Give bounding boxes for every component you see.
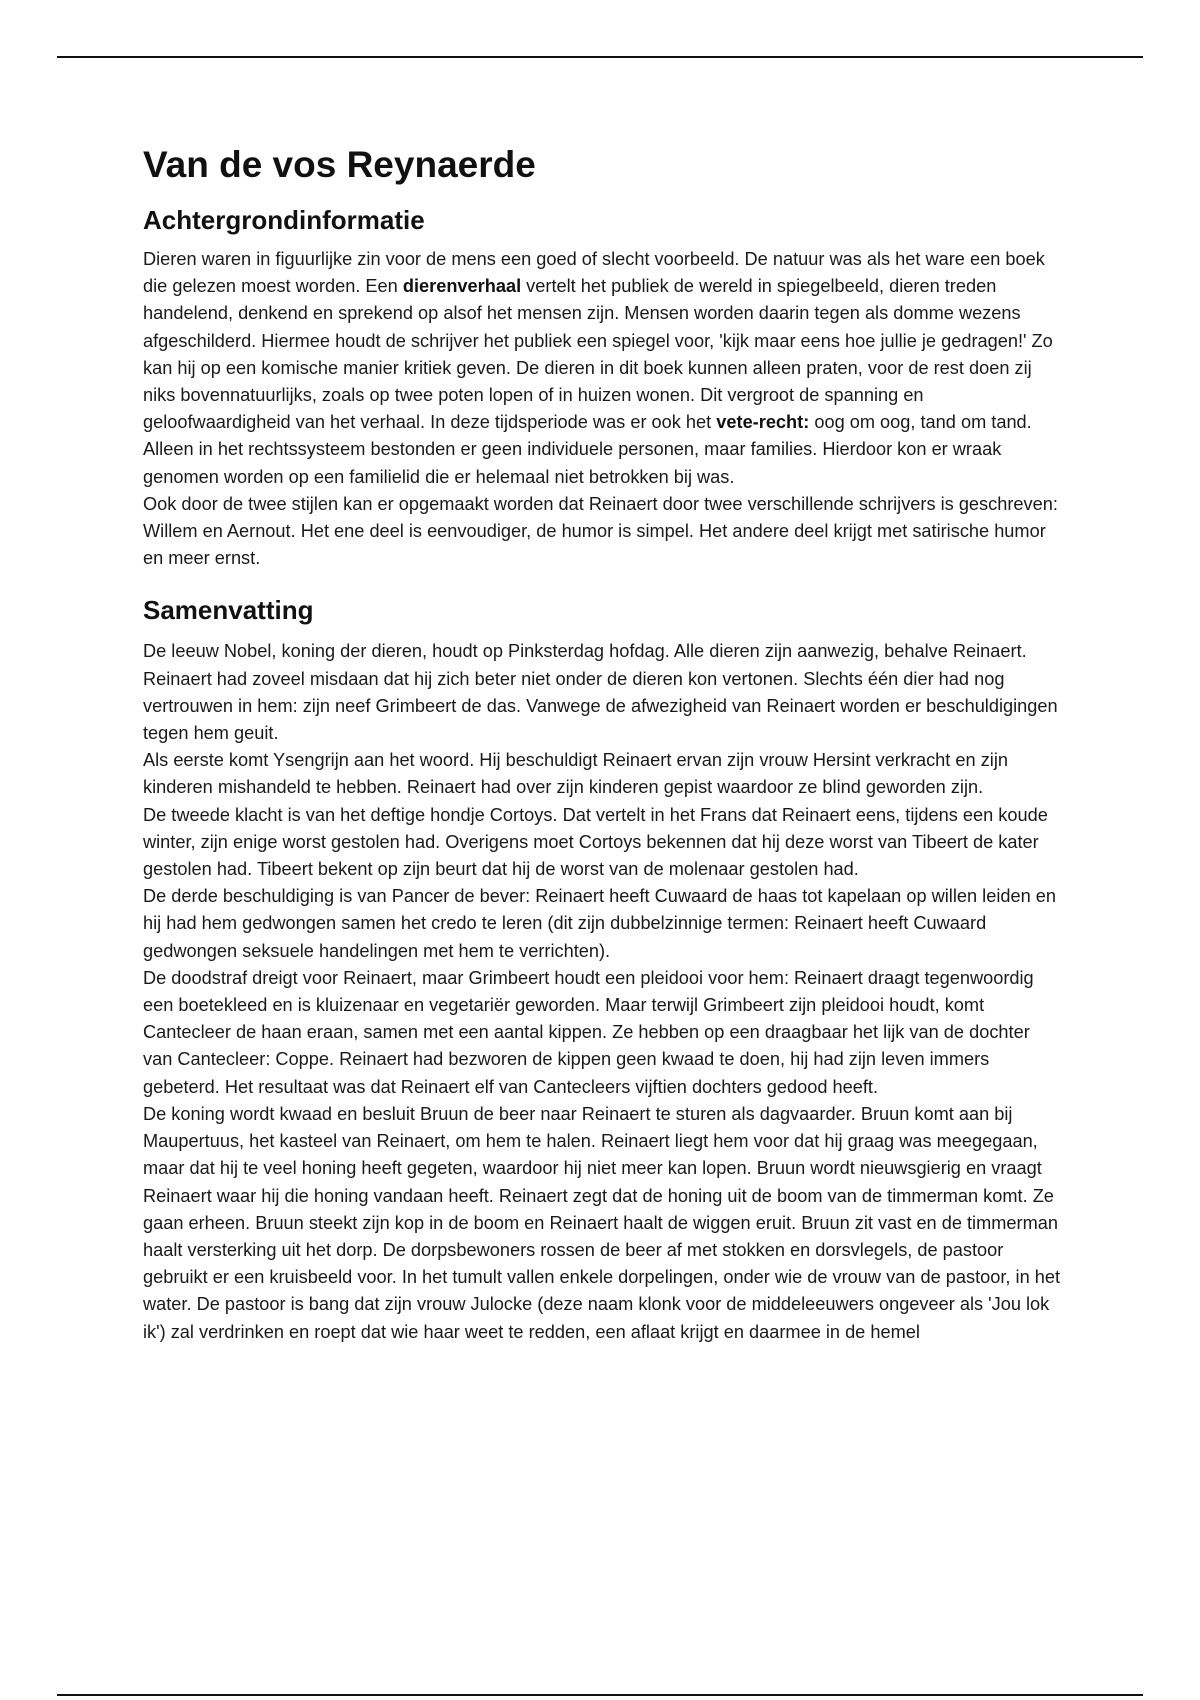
heading-samenvatting: Samenvatting xyxy=(143,595,314,626)
paragraph-summary-4: De derde beschuldiging is van Pancer de bever: Reinaert heeft Cuwaard de haas tot kapelaan op willen leiden en hij had hem gedwongen samen het credo te leren (dit zijn dubbelzinnige termen: Reinaert heeft Cuwaard gedwongen seksuele handelingen met hem te verrichten). xyxy=(143,886,1056,961)
paragraph-summary-6: De koning wordt kwaad en besluit Bruun de beer naar Reinaert te sturen als dagvaarder. Bruun komt aan bij Maupertuus, het kasteel van Reinaert, om hem te halen. Reinaert liegt hem voor dat hij graag was meegegaan, maar dat hij te veel honing heeft gegeten, waardoor hij niet meer kan lopen. Bruun wordt nieuwsgierig en vraagt Reinaert waar hij die honing vandaan heeft. Reinaert zegt dat de honing uit de boom van de timmerman komt. Ze gaan erheen. Bruun steekt zijn kop in de boom en Reinaert haalt de wiggen eruit. Bruun zit vast en de timmerman haalt versterking uit het dorp. De dorpsbewoners rossen de beer af met stokken en dorsvlegels, de pastoor gebruikt er een kruisbeeld voor. In het tumult vallen enkele dorpelingen, onder wie de vrouw van de pastoor, in het water. De pastoor is bang dat zijn vrouw Julocke (deze naam klonk voor de middeleeuwers ongeveer als 'Jou lok ik') zal verdrinken en roept dat wie haar weet te redden, een aflaat krijgt en daarmee in de hemel xyxy=(143,1103,1061,1342)
heading-achtergrondinformatie: Achtergrondinformatie xyxy=(143,205,425,235)
paragraph-background-1 xyxy=(143,246,1063,491)
paragraph-summary-5: De doodstraf dreigt voor Reinaert, maar Grimbeert houdt een pleidooi voor hem: Reinaert draagt tegenwoordig een boetekleed en is kluizenaar en vegetariër geworden. Maar terwijl Grimbeert zijn pleidooi houdt, komt Cantecleer de haan eraan, samen met een aantal kippen. Ze hebben op een draagbaar het lijk van de dochter van Cantecleer: Coppe. Reinaert had bezworen de kippen geen kwaad te doen, hij had zijn leven immers gebeterd. Het resultaat was dat Reinaert elf van Cantecleers vijftien dochters gedood heeft. xyxy=(143,967,1034,1097)
bold-term-vete-recht: vete-recht: xyxy=(716,412,810,433)
text-run: vertelt het publiek de wereld in spiegelbeeld, dieren treden handelend, denkend en sprekend op alsof het mensen zijn. Mensen worden daarin tegen als domme wezens afgeschilderd. Hiermee houdt de schrijver het publiek een spiegel voor, 'kijk maar eens hoe jullie je gedragen!' Zo kan hij op een komische manier kritiek geven. De dieren in dit boek kunnen alleen praten, voor de rest doen zij niks bovennatuurlijks, zoals op twee poten lopen of in huizen wonen. Dit vergroot de spanning en geloofwaardigheid van het verhaal. In deze tijdsperiode was er ook het xyxy=(143,276,1053,433)
bold-term-dierenverhaal: dierenverhaal xyxy=(402,276,522,297)
paragraph-summary-1: De leeuw Nobel, koning der dieren, houdt op Pinksterdag hofdag. Alle dieren zijn aanwezig, behalve Reinaert. Reinaert had zoveel misdaan dat hij zich beter niet onder de dieren kon vertonen. Slechts één dier had nog vertrouwen in hem: zijn neef Grimbeert de das. Vanwege de afwezigheid van Reinaert worden er beschuldigingen tegen hem geuit. xyxy=(143,641,1058,744)
document-title: Van de vos Reynaerde xyxy=(143,144,536,185)
paragraph-summary-3: De tweede klacht is van het deftige hondje Cortoys. Dat vertelt in het Frans dat Reinaert eens, tijdens een koude winter, zijn enige worst gestolen had. Overigens moet Cortoys bekennen dat hij deze worst van Tibeert de kater gestolen had. Tibeert bekent op zijn beurt dat hij de worst van de molenaar gestolen had. xyxy=(143,804,1048,880)
paragraph-background-2: Ook door de twee stijlen kan er opgemaakt worden dat Reinaert door twee verschillende schrijvers is geschreven: Willem en Aernout. Het ene deel is eenvoudiger, de humor is simpel. Het andere deel krijgt met satirische humor en meer ernst. xyxy=(143,493,1058,569)
text-run: Dieren waren in figuurlijke zin voor de mens een goed of slecht voorbeeld. De natuur was als het ware een boek die gelezen moest worden. Een xyxy=(143,249,1045,297)
paragraph-summary-2: Als eerste komt Ysengrijn aan het woord. Hij beschuldigt Reinaert ervan zijn vrouw Hersint verkracht en zijn kinderen mishandeld te hebben. Reinaert had over zijn kinderen gepist waardoor ze blind geworden zijn. xyxy=(143,750,1008,798)
bottom-rule xyxy=(57,1694,1143,1696)
text-run: oog om oog, tand om tand. Alleen in het rechtssysteem bestonden er geen individuele personen, maar families. Hierdoor kon er wraak genomen worden op een familielid die er helemaal niet betrokken bij was. xyxy=(143,412,1032,487)
top-rule xyxy=(57,56,1143,58)
document-body xyxy=(143,140,1063,1346)
